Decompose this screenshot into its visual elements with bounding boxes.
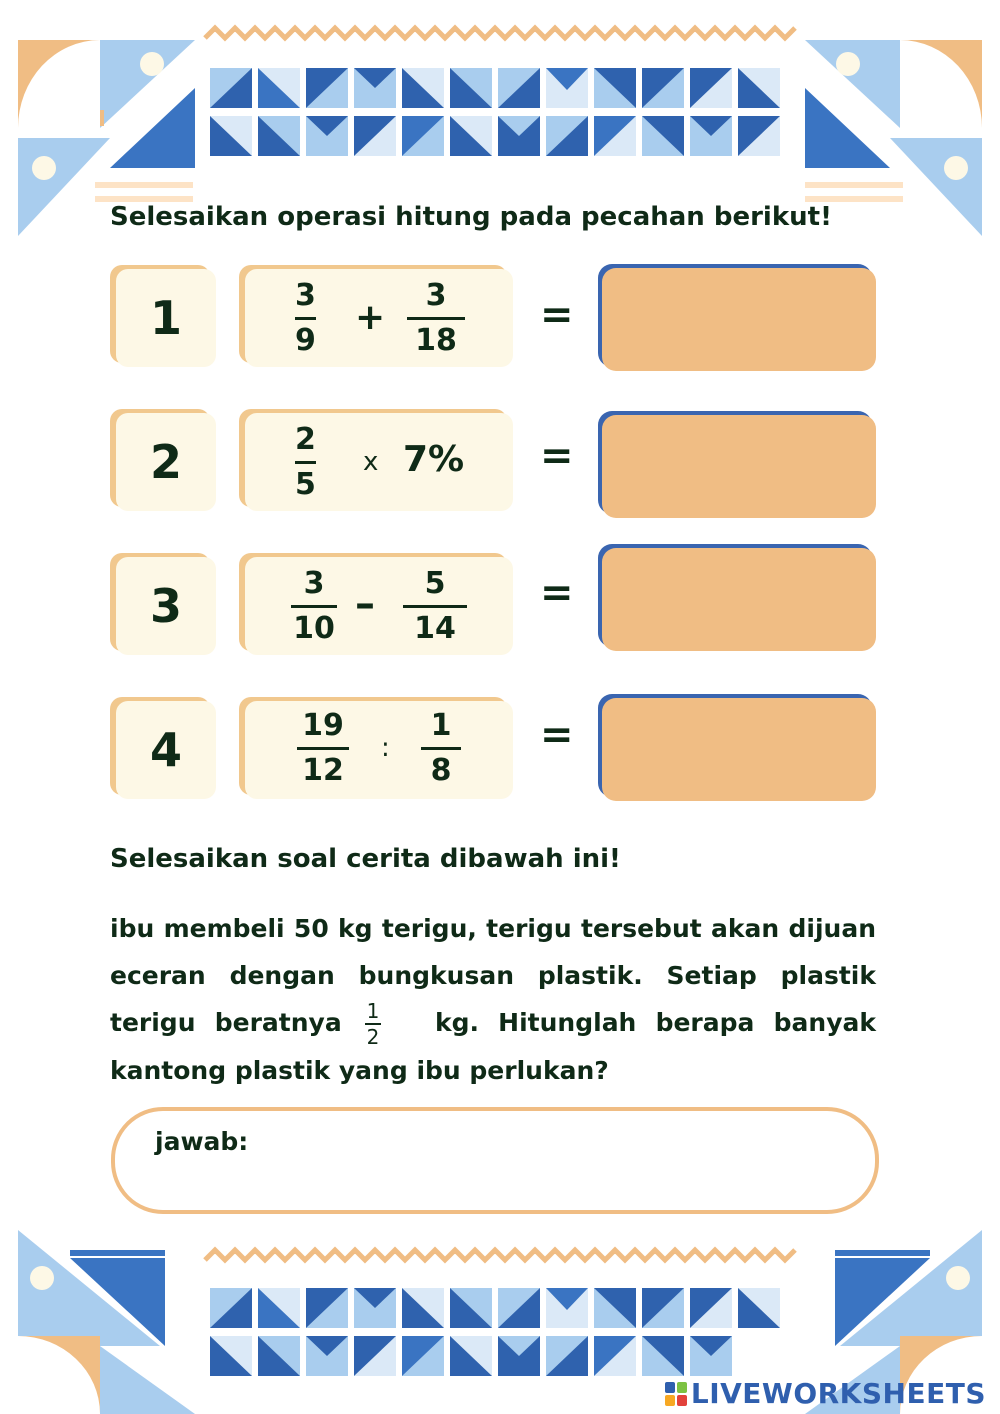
numerator: 5 xyxy=(424,566,446,601)
story-heading: Selesaikan soal cerita dibawah ini! xyxy=(110,844,621,874)
expression-box xyxy=(245,269,513,367)
numerator: 1 xyxy=(430,708,452,743)
expression-box xyxy=(245,557,513,655)
corner-ornament-bottom-left xyxy=(18,1230,195,1414)
numerator: 2 xyxy=(295,422,316,457)
equals-sign: = xyxy=(540,712,574,758)
denominator: 5 xyxy=(295,467,316,502)
numerator: 19 xyxy=(302,708,344,743)
percent-value: 7% xyxy=(403,439,465,480)
zigzag-border xyxy=(205,28,795,38)
operator: + xyxy=(355,297,386,338)
denominator: 9 xyxy=(295,323,316,358)
numerator: 3 xyxy=(425,278,447,313)
logo-icon xyxy=(665,1382,687,1406)
story-text-part2: kg. Hitunglah berapa banyak kantong plastik yang ibu perlukan? xyxy=(110,1008,876,1085)
denominator: 10 xyxy=(293,611,335,646)
numerator: 1 xyxy=(366,999,380,1023)
denominator: 8 xyxy=(430,753,452,788)
story-problem-text xyxy=(110,905,876,1094)
answer-input-4[interactable] xyxy=(602,698,876,801)
operator: – xyxy=(355,581,375,627)
brand-name: LIVEWORKSHEETS xyxy=(690,1377,986,1410)
operator: x xyxy=(363,447,379,477)
denominator: 14 xyxy=(414,611,456,646)
answer-input-3[interactable] xyxy=(602,548,876,651)
problem-number-badge: 4 xyxy=(116,701,216,799)
fraction-right xyxy=(407,279,465,358)
story-text-part1: ibu membeli 50 kg terigu, terigu tersebut akan dijuan eceran dengan bungkusan plastik. Setiap plastik terigu beratnya xyxy=(110,914,876,1037)
answer-label: jawab: xyxy=(155,1127,249,1156)
zigzag-border xyxy=(205,1250,795,1260)
fraction-left xyxy=(295,279,316,358)
equals-sign: = xyxy=(540,433,574,479)
denominator: 18 xyxy=(415,323,457,358)
story-fraction xyxy=(365,1001,381,1047)
fraction-left xyxy=(297,709,349,788)
equals-sign: = xyxy=(540,570,574,616)
tile-pattern-bottom xyxy=(210,1288,780,1376)
fraction-right xyxy=(421,709,461,788)
problem-number-badge: 1 xyxy=(116,269,216,367)
answer-area[interactable] xyxy=(111,1107,879,1214)
operator: : xyxy=(381,733,390,763)
answer-input-2[interactable] xyxy=(602,415,876,518)
instruction-heading: Selesaikan operasi hitung pada pecahan berikut! xyxy=(110,202,832,232)
fraction-left xyxy=(295,423,316,502)
answer-input-1[interactable] xyxy=(602,268,876,371)
expression-box xyxy=(245,413,513,511)
fraction-left xyxy=(291,567,337,646)
problem-number-badge: 2 xyxy=(116,413,216,511)
denominator: 12 xyxy=(302,753,344,788)
numerator: 3 xyxy=(303,566,325,601)
expression-box xyxy=(245,701,513,799)
tile-pattern-top xyxy=(210,68,780,156)
equals-sign: = xyxy=(540,292,574,338)
fraction-right xyxy=(403,567,467,646)
problem-number-badge: 3 xyxy=(116,557,216,655)
denominator: 2 xyxy=(366,1025,380,1049)
liveworksheets-logo[interactable] xyxy=(665,1377,986,1410)
numerator: 3 xyxy=(295,278,316,313)
